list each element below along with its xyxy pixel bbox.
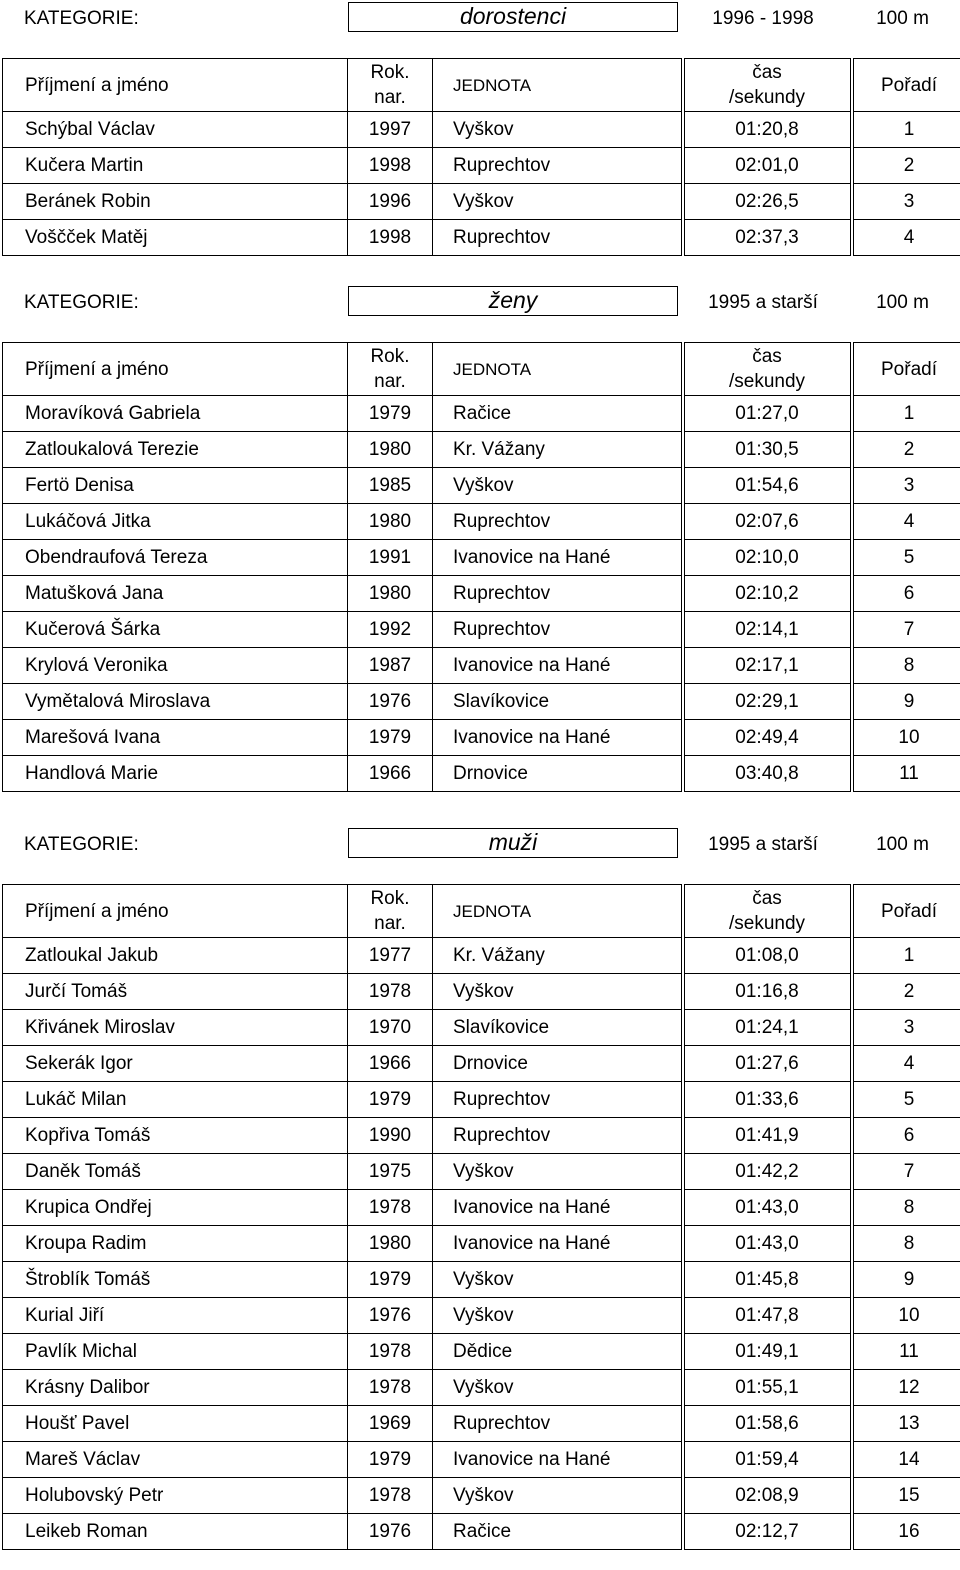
competitor-name: Kroupa Radim [3,1226,348,1262]
competitor-name: Handlová Marie [3,756,348,792]
rank: 10 [852,1298,960,1334]
birth-year: 1966 [348,756,433,792]
header-time-text: čas [752,346,782,367]
table-row [3,756,960,792]
header-birth-year-text: Rok. [370,888,410,909]
birth-year: 1978 [348,1190,433,1226]
category-name: muži [348,828,678,858]
rank: 2 [852,148,960,184]
club-name: Vyškov [433,1154,683,1190]
birth-year: 1978 [348,1478,433,1514]
finish-time: 01:30,5 [683,432,852,468]
club-name: Ivanovice na Hané [433,540,683,576]
birth-year: 1979 [348,1262,433,1298]
rank: 6 [852,576,960,612]
category-bar-dorostenci [0,0,960,38]
header-birth-year [348,343,433,396]
table-row [3,1010,960,1046]
finish-time: 02:49,4 [683,720,852,756]
rank: 9 [852,1262,960,1298]
finish-time: 01:42,2 [683,1154,852,1190]
finish-time: 01:27,0 [683,396,852,432]
birth-year: 1980 [348,1226,433,1262]
header-birth-year-text: Rok. [370,346,410,367]
header-name [3,885,348,938]
club-name: Kr. Vážany [433,432,683,468]
club-name: Račice [433,396,683,432]
club-name: Kr. Vážany [433,938,683,974]
finish-time: 01:43,0 [683,1190,852,1226]
club-name: Slavíkovice [433,1010,683,1046]
competitor-name: Zatloukal Jakub [3,938,348,974]
competitor-name: Krylová Veronika [3,648,348,684]
header-club [433,343,683,396]
finish-time: 01:58,6 [683,1406,852,1442]
rank: 2 [852,432,960,468]
competitor-name: Kučera Martin [3,148,348,184]
finish-time: 01:27,6 [683,1046,852,1082]
header-time [683,59,852,112]
table-row [3,1190,960,1226]
table-row [3,396,960,432]
rank: 5 [852,540,960,576]
birth-year: 1976 [348,1514,433,1550]
finish-time: 01:59,4 [683,1442,852,1478]
rank: 3 [852,184,960,220]
rank: 3 [852,1010,960,1046]
header-birth-year-text: nar. [374,87,406,108]
header-time-text: /sekundy [728,87,806,108]
finish-time: 01:45,8 [683,1262,852,1298]
birth-year: 1980 [348,504,433,540]
category-name: dorostenci [348,2,678,32]
table-row [3,540,960,576]
finish-time: 01:20,8 [683,112,852,148]
competitor-name: Lukáč Milan [3,1082,348,1118]
table-row [3,432,960,468]
club-name: Ivanovice na Hané [433,648,683,684]
birth-year: 1969 [348,1406,433,1442]
birth-year: 1976 [348,684,433,720]
competitor-name: Krásny Dalibor [3,1370,348,1406]
finish-time: 01:49,1 [683,1334,852,1370]
competitor-name: Krupica Ondřej [3,1190,348,1226]
competitor-name: Daněk Tomáš [3,1154,348,1190]
results-table-dorostenci [2,58,960,256]
birth-year: 1998 [348,220,433,256]
rank: 1 [852,938,960,974]
club-name: Vyškov [433,1478,683,1514]
rank: 1 [852,396,960,432]
birth-year: 1975 [348,1154,433,1190]
club-name: Vyškov [433,184,683,220]
rank: 11 [852,1334,960,1370]
header-rank-text: Pořadí [881,900,937,922]
header-name-text: Příjmení a jméno [25,74,169,96]
table-row [3,576,960,612]
header-time-text: /sekundy [728,371,806,392]
rank: 6 [852,1118,960,1154]
rank: 8 [852,648,960,684]
rank: 11 [852,756,960,792]
competitor-name: Schýbal Václav [3,112,348,148]
competitor-name: Štroblík Tomáš [3,1262,348,1298]
rank: 7 [852,1154,960,1190]
header-time-text: čas [752,62,782,83]
table-header-row [3,59,960,112]
competitor-name: Voščček Matěj [3,220,348,256]
club-name: Ivanovice na Hané [433,1442,683,1478]
birth-year: 1985 [348,468,433,504]
competitor-name: Leikeb Roman [3,1514,348,1550]
club-name: Vyškov [433,1262,683,1298]
header-name-text: Příjmení a jméno [25,900,169,922]
table-row [3,684,960,720]
competitor-name: Sekerák Igor [3,1046,348,1082]
club-name: Drnovice [433,756,683,792]
header-birth-year-text: Rok. [370,62,410,83]
birth-year: 1980 [348,576,433,612]
competitor-name: Marešová Ivana [3,720,348,756]
header-name-text: Příjmení a jméno [25,358,169,380]
table-row [3,1442,960,1478]
club-name: Ruprechtov [433,1118,683,1154]
rank: 3 [852,468,960,504]
finish-time: 01:33,6 [683,1082,852,1118]
header-rank [852,343,960,396]
header-time-text: /sekundy [728,913,806,934]
header-club-text: JEDNOTA [453,75,532,95]
category-distance: 100 m [876,292,929,313]
table-row [3,648,960,684]
club-name: Ruprechtov [433,612,683,648]
competitor-name: Houšť Pavel [3,1406,348,1442]
finish-time: 01:43,0 [683,1226,852,1262]
finish-time: 02:37,3 [683,220,852,256]
header-birth-year [348,885,433,938]
birth-year: 1990 [348,1118,433,1154]
header-name [3,59,348,112]
club-name: Ruprechtov [433,148,683,184]
birth-year: 1996 [348,184,433,220]
finish-time: 02:10,0 [683,540,852,576]
club-name: Dědice [433,1334,683,1370]
header-birth-year [348,59,433,112]
rank: 4 [852,504,960,540]
table-row [3,1478,960,1514]
birth-year: 1980 [348,432,433,468]
table-row [3,1298,960,1334]
finish-time: 03:40,8 [683,756,852,792]
finish-time: 02:29,1 [683,684,852,720]
competitor-name: Vymětalová Miroslava [3,684,348,720]
category-label: KATEGORIE: [24,834,139,855]
competitor-name: Kopřiva Tomáš [3,1118,348,1154]
category-distance: 100 m [876,834,929,855]
finish-time: 02:01,0 [683,148,852,184]
header-birth-year-text: nar. [374,913,406,934]
table-row [3,1154,960,1190]
club-name: Ivanovice na Hané [433,1226,683,1262]
competitor-name: Fertö Denisa [3,468,348,504]
rank: 1 [852,112,960,148]
club-name: Vyškov [433,974,683,1010]
competitor-name: Mareš Václav [3,1442,348,1478]
header-birth-year-text: nar. [374,371,406,392]
rank: 14 [852,1442,960,1478]
birth-year: 1966 [348,1046,433,1082]
finish-time: 02:10,2 [683,576,852,612]
birth-year: 1979 [348,1442,433,1478]
rank: 8 [852,1226,960,1262]
club-name: Vyškov [433,1370,683,1406]
competitor-name: Lukáčová Jitka [3,504,348,540]
club-name: Vyškov [433,468,683,504]
rank: 13 [852,1406,960,1442]
club-name: Ivanovice na Hané [433,720,683,756]
birth-year: 1978 [348,1334,433,1370]
finish-time: 01:54,6 [683,468,852,504]
rank: 15 [852,1478,960,1514]
rank: 8 [852,1190,960,1226]
rank: 2 [852,974,960,1010]
table-row [3,938,960,974]
table-row [3,974,960,1010]
birth-year: 1987 [348,648,433,684]
birth-year: 1979 [348,720,433,756]
club-name: Drnovice [433,1046,683,1082]
finish-time: 01:41,9 [683,1118,852,1154]
competitor-name: Matušková Jana [3,576,348,612]
rank: 16 [852,1514,960,1550]
competitor-name: Beránek Robin [3,184,348,220]
table-row [3,1334,960,1370]
table-row [3,220,960,256]
competitor-name: Křivánek Miroslav [3,1010,348,1046]
birth-year: 1979 [348,396,433,432]
competitor-name: Kurial Jiří [3,1298,348,1334]
table-row [3,1514,960,1550]
birth-year: 1992 [348,612,433,648]
header-club [433,59,683,112]
header-name [3,343,348,396]
birth-year: 1998 [348,148,433,184]
table-row [3,112,960,148]
finish-time: 01:08,0 [683,938,852,974]
results-table-muzi [2,884,960,1550]
category-bar-muzi [0,826,960,864]
finish-time: 02:08,9 [683,1478,852,1514]
table-row [3,184,960,220]
category-label: KATEGORIE: [24,292,139,313]
rank: 7 [852,612,960,648]
header-club [433,885,683,938]
table-row [3,1082,960,1118]
club-name: Ruprechtov [433,1082,683,1118]
club-name: Ruprechtov [433,220,683,256]
club-name: Ivanovice na Hané [433,1190,683,1226]
table-row [3,468,960,504]
table-row [3,1406,960,1442]
table-row [3,1226,960,1262]
birth-year: 1978 [348,974,433,1010]
table-row [3,1370,960,1406]
birth-year: 1977 [348,938,433,974]
rank: 4 [852,1046,960,1082]
finish-time: 02:12,7 [683,1514,852,1550]
club-name: Ruprechtov [433,504,683,540]
header-rank-text: Pořadí [881,74,937,96]
birth-year: 1976 [348,1298,433,1334]
category-years: 1995 a starší [708,834,818,855]
table-row [3,148,960,184]
finish-time: 02:26,5 [683,184,852,220]
rank: 5 [852,1082,960,1118]
header-time [683,343,852,396]
competitor-name: Zatloukalová Terezie [3,432,348,468]
club-name: Ruprechtov [433,1406,683,1442]
competitor-name: Pavlík Michal [3,1334,348,1370]
club-name: Ruprechtov [433,576,683,612]
table-row [3,720,960,756]
category-years: 1995 a starší [708,292,818,313]
table-row [3,504,960,540]
competitor-name: Kučerová Šárka [3,612,348,648]
header-time-text: čas [752,888,782,909]
birth-year: 1978 [348,1370,433,1406]
header-rank-text: Pořadí [881,358,937,380]
category-distance: 100 m [876,8,929,29]
competitor-name: Moravíková Gabriela [3,396,348,432]
table-header-row [3,343,960,396]
finish-time: 02:07,6 [683,504,852,540]
birth-year: 1997 [348,112,433,148]
header-club-text: JEDNOTA [453,901,532,921]
table-header-row [3,885,960,938]
table-row [3,1046,960,1082]
finish-time: 02:17,1 [683,648,852,684]
header-rank [852,59,960,112]
competitor-name: Jurčí Tomáš [3,974,348,1010]
table-row [3,1262,960,1298]
rank: 4 [852,220,960,256]
table-row [3,612,960,648]
finish-time: 02:14,1 [683,612,852,648]
table-row [3,1118,960,1154]
category-years: 1996 - 1998 [712,8,814,29]
club-name: Račice [433,1514,683,1550]
header-club-text: JEDNOTA [453,359,532,379]
finish-time: 01:47,8 [683,1298,852,1334]
rank: 10 [852,720,960,756]
club-name: Slavíkovice [433,684,683,720]
birth-year: 1991 [348,540,433,576]
birth-year: 1970 [348,1010,433,1046]
competitor-name: Obendraufová Tereza [3,540,348,576]
birth-year: 1979 [348,1082,433,1118]
category-name: ženy [348,286,678,316]
rank: 12 [852,1370,960,1406]
category-bar-zeny [0,284,960,322]
rank: 9 [852,684,960,720]
results-table-zeny [2,342,960,792]
finish-time: 01:24,1 [683,1010,852,1046]
header-time [683,885,852,938]
finish-time: 01:55,1 [683,1370,852,1406]
finish-time: 01:16,8 [683,974,852,1010]
header-rank [852,885,960,938]
competitor-name: Holubovský Petr [3,1478,348,1514]
club-name: Vyškov [433,1298,683,1334]
club-name: Vyškov [433,112,683,148]
category-label: KATEGORIE: [24,8,139,29]
